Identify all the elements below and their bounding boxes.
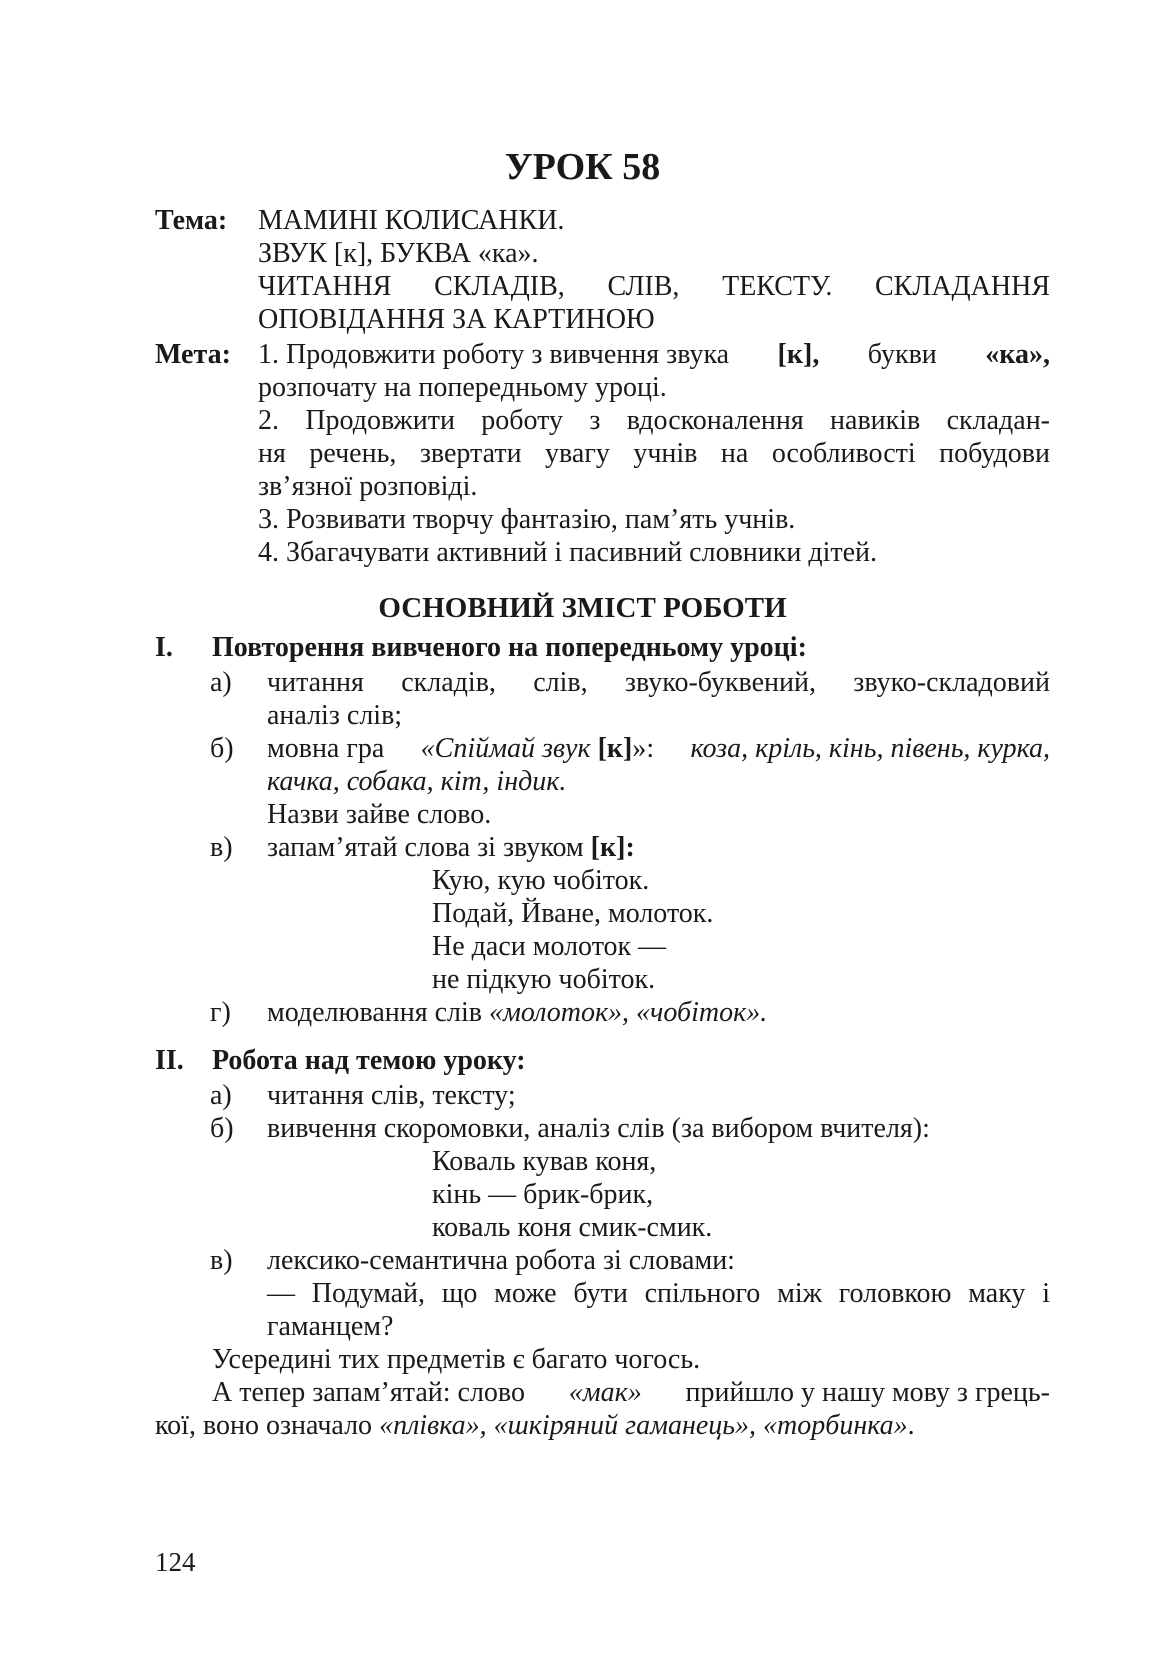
tongue-twister-line: кінь — брик-брик, (432, 1179, 654, 1210)
item-text: читання складів, слів, звуко-буквений, звуко-складовий (267, 667, 1050, 698)
goal-label: Мета: (155, 339, 231, 370)
content-heading: ОСНОВНИЙ ЗМІСТ РОБОТИ (378, 592, 787, 624)
page-number: 124 (155, 1547, 196, 1577)
topic-line: МАМИНІ КОЛИСАНКИ. (258, 205, 565, 236)
paragraph-words: «плівка», «шкіряний гаманець», «торбинка» (379, 1410, 908, 1441)
goal-1-line2: розпочату на попередньому уроці. (258, 372, 667, 403)
paragraph-part: кої, воно означало (155, 1410, 373, 1441)
lesson-title: УРОК 58 (504, 146, 661, 188)
goal-1-letter-word: букви (867, 339, 937, 370)
item-text-part: запам’ятай слова зі звуком (267, 832, 584, 863)
item-text: вивчення скоромовки, аналіз слів (за вибором вчителя): (267, 1113, 930, 1144)
goal-1 (258, 339, 1050, 371)
paragraph-word: «мак» (568, 1377, 642, 1408)
topic-line: ЧИТАННЯ СКЛАДІВ, СЛІВ, ТЕКСТУ. СКЛАДАННЯ (258, 271, 1050, 302)
item-marker: б) (210, 1113, 234, 1144)
item-marker: а) (210, 667, 232, 698)
item-text (267, 832, 635, 864)
question-line: — Подумай, що може бути спільного між головкою маку і (267, 1278, 1050, 1309)
goal-2-line3: зв’язної розповіді. (258, 471, 478, 502)
item-marker: б) (210, 733, 234, 764)
item-text (267, 997, 767, 1029)
goal-3: 3. Розвивати творчу фантазію, пам’ять учнів. (258, 504, 796, 535)
game-words: качка, собака, кіт, індик. (267, 766, 567, 797)
goal-4: 4. Збагачувати активний і пасивний словники дітей. (258, 537, 878, 568)
poem-line: не підкую чобіток. (432, 964, 656, 995)
section-2-title: Робота над темою уроку: (212, 1045, 526, 1076)
topic-line: ОПОВІДАННЯ ЗА КАРТИНОЮ (258, 304, 655, 335)
item-text: читання слів, тексту; (267, 1080, 516, 1111)
poem-line: Подай, Йване, молоток. (432, 898, 714, 929)
poem-line: Кую, кую чобіток. (432, 865, 650, 896)
item-text: Назви зайве слово. (267, 799, 492, 830)
paragraph (212, 1377, 1050, 1409)
item-text: лексико-семантична робота зі словами: (267, 1245, 735, 1276)
item-marker: г) (210, 997, 231, 1028)
tongue-twister-line: коваль коня смик-смик. (432, 1212, 713, 1243)
item-marker: в) (210, 1245, 233, 1276)
item-text: аналіз слів; (267, 700, 403, 731)
game-punct: »: (632, 733, 655, 764)
item-sound: [к]: (590, 832, 635, 863)
section-2-number: II. (155, 1045, 184, 1076)
item-marker: а) (210, 1080, 232, 1111)
goal-1-letter: «ка», (985, 339, 1050, 370)
goal-1-sound: [к], (777, 339, 820, 370)
paragraph-part: прийшло у нашу мову з грець- (685, 1377, 1050, 1408)
paragraph (155, 1410, 915, 1442)
game-prefix: мовна гра (267, 733, 385, 764)
paragraph: Усередині тих предметів є багато чогось. (212, 1344, 701, 1375)
goal-1-text: 1. Продовжити роботу з вивчення звука (258, 339, 730, 370)
item-words: «молоток», «чобіток». (489, 997, 768, 1028)
item-marker: в) (210, 832, 233, 863)
question-line: гаманцем? (267, 1311, 394, 1342)
section-1-title: Повторення вивченого на попередньому уроці: (212, 632, 807, 663)
game-name: «Спіймай звук (420, 733, 591, 764)
tongue-twister-line: Коваль кував коня, (432, 1146, 657, 1177)
item-text (267, 733, 1050, 765)
paragraph-part: А тепер запам’ятай: слово (212, 1377, 525, 1408)
game-words: коза, кріль, кінь, півень, курка, (690, 733, 1050, 764)
game-sound: [к] (597, 733, 633, 764)
paragraph-part: . (907, 1410, 915, 1441)
poem-line: Не даси молоток — (432, 931, 667, 962)
section-1-number: I. (155, 632, 173, 663)
goal-2-line1: 2. Продовжити роботу з вдосконалення навиків складан- (258, 405, 1050, 436)
topic-label: Тема: (155, 205, 228, 236)
goal-2-line2: ня речень, звертати увагу учнів на особливості побудови (258, 438, 1050, 469)
topic-line: ЗВУК [к], БУКВА «ка». (258, 238, 539, 269)
item-text-part: моделювання слів (267, 997, 483, 1028)
